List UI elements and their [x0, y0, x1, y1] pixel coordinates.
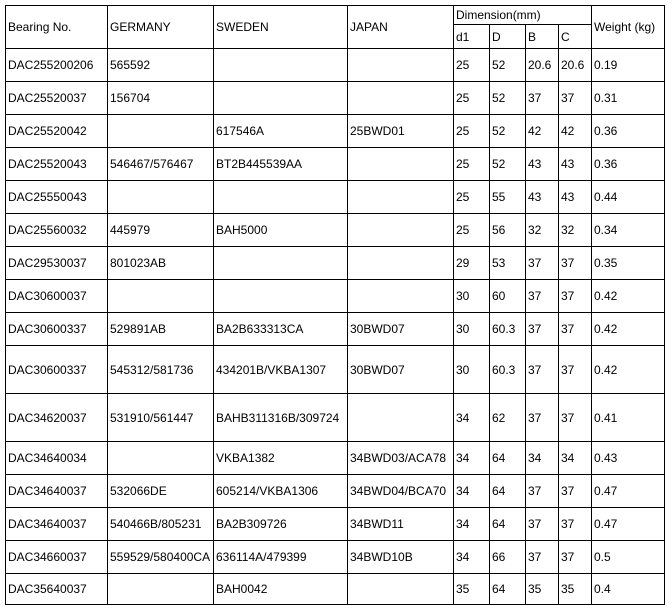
dim-B-cell: 34	[526, 442, 559, 475]
bearing-table	[5, 5, 665, 605]
bearing-no-cell: DAC34620037	[6, 394, 108, 442]
bearing-no-cell: DAC35640037	[6, 574, 108, 605]
germany-ref-cell: 565592	[108, 49, 214, 82]
germany-ref-cell: 445979	[108, 214, 214, 247]
sweden-ref-cell	[214, 82, 348, 115]
header-row	[6, 6, 665, 25]
dim-d1-cell: 25	[454, 82, 490, 115]
germany-ref-cell	[108, 115, 214, 148]
dim-C-cell: 35	[559, 574, 592, 605]
table-row	[6, 148, 665, 181]
germany-ref-cell	[108, 280, 214, 313]
table-row	[6, 247, 665, 280]
sweden-ref-cell: BAH0042	[214, 574, 348, 605]
dim-C-cell: 37	[559, 280, 592, 313]
dim-d1-cell: 25	[454, 181, 490, 214]
dim-d1-cell: 25	[454, 214, 490, 247]
weight-cell: 0.34	[592, 214, 665, 247]
weight-cell: 0.4	[592, 574, 665, 605]
dim-d1-cell: 30	[454, 346, 490, 394]
dim-B-cell: 37	[526, 247, 559, 280]
table-row	[6, 82, 665, 115]
sweden-ref-cell: 605214/VKBA1306	[214, 475, 348, 508]
dim-B-cell: 32	[526, 214, 559, 247]
dim-D-cell: 64	[490, 475, 526, 508]
germany-ref-cell: 546467/576467	[108, 148, 214, 181]
sweden-ref-cell: VKBA1382	[214, 442, 348, 475]
table-row	[6, 280, 665, 313]
dim-C-cell: 32	[559, 214, 592, 247]
dim-d1-cell: 34	[454, 475, 490, 508]
table-row	[6, 574, 665, 605]
dim-B-cell: 37	[526, 313, 559, 346]
table-row	[6, 394, 665, 442]
germany-ref-cell	[108, 442, 214, 475]
sweden-ref-cell	[214, 49, 348, 82]
germany-ref-cell: 531910/561447	[108, 394, 214, 442]
header-dimension: Dimension(mm)	[454, 6, 592, 25]
japan-ref-cell	[348, 148, 454, 181]
dim-D-cell: 52	[490, 49, 526, 82]
sweden-ref-cell: BT2B445539AA	[214, 148, 348, 181]
sweden-ref-cell: 636114A/479399	[214, 541, 348, 574]
dim-d1-cell: 34	[454, 394, 490, 442]
weight-cell: 0.31	[592, 82, 665, 115]
dim-D-cell: 64	[490, 442, 526, 475]
weight-cell: 0.47	[592, 475, 665, 508]
bearing-no-cell: DAC29530037	[6, 247, 108, 280]
dim-C-cell: 37	[559, 475, 592, 508]
bearing-no-cell: DAC25520037	[6, 82, 108, 115]
weight-cell: 0.36	[592, 115, 665, 148]
japan-ref-cell	[348, 181, 454, 214]
bearing-no-cell: DAC34640034	[6, 442, 108, 475]
dim-D-cell: 52	[490, 82, 526, 115]
germany-ref-cell: 532066DE	[108, 475, 214, 508]
dim-B-cell: 35	[526, 574, 559, 605]
dim-d1-cell: 25	[454, 148, 490, 181]
weight-cell: 0.47	[592, 508, 665, 541]
dim-C-cell: 43	[559, 148, 592, 181]
bearing-no-cell: DAC255200206	[6, 49, 108, 82]
dim-D-cell: 64	[490, 508, 526, 541]
japan-ref-cell	[348, 280, 454, 313]
bearing-no-cell: DAC34640037	[6, 508, 108, 541]
sweden-ref-cell: BAH5000	[214, 214, 348, 247]
japan-ref-cell: 34BWD04/BCA70	[348, 475, 454, 508]
japan-ref-cell: 34BWD03/ACA78	[348, 442, 454, 475]
dim-d1-cell: 30	[454, 280, 490, 313]
header-D: D	[490, 25, 526, 49]
weight-cell: 0.43	[592, 442, 665, 475]
japan-ref-cell	[348, 214, 454, 247]
sweden-ref-cell: 434201B/VKBA1307	[214, 346, 348, 394]
table-row	[6, 313, 665, 346]
dim-D-cell: 56	[490, 214, 526, 247]
weight-cell: 0.44	[592, 181, 665, 214]
dim-d1-cell: 34	[454, 541, 490, 574]
japan-ref-cell: 34BWD11	[348, 508, 454, 541]
header-C: C	[559, 25, 592, 49]
dim-B-cell: 37	[526, 508, 559, 541]
sweden-ref-cell: BA2B633313CA	[214, 313, 348, 346]
dim-D-cell: 62	[490, 394, 526, 442]
header-d1: d1	[454, 25, 490, 49]
dim-d1-cell: 29	[454, 247, 490, 280]
sweden-ref-cell: 617546A	[214, 115, 348, 148]
dim-B-cell: 43	[526, 148, 559, 181]
japan-ref-cell	[348, 49, 454, 82]
table-row	[6, 346, 665, 394]
dim-B-cell: 20.6	[526, 49, 559, 82]
dim-d1-cell: 25	[454, 49, 490, 82]
dim-B-cell: 37	[526, 475, 559, 508]
dim-d1-cell: 30	[454, 313, 490, 346]
dim-C-cell: 37	[559, 82, 592, 115]
sweden-ref-cell: BA2B309726	[214, 508, 348, 541]
dim-B-cell: 37	[526, 280, 559, 313]
dim-C-cell: 42	[559, 115, 592, 148]
weight-cell: 0.36	[592, 148, 665, 181]
table-row	[6, 214, 665, 247]
dim-C-cell: 37	[559, 541, 592, 574]
table-row	[6, 181, 665, 214]
dim-C-cell: 34	[559, 442, 592, 475]
header-weight: Weight (kg)	[592, 6, 665, 49]
japan-ref-cell	[348, 394, 454, 442]
header-sweden: SWEDEN	[214, 6, 348, 49]
dim-D-cell: 66	[490, 541, 526, 574]
bearing-no-cell: DAC25520043	[6, 148, 108, 181]
header-B: B	[526, 25, 559, 49]
dim-D-cell: 53	[490, 247, 526, 280]
germany-ref-cell: 801023AB	[108, 247, 214, 280]
dim-D-cell: 55	[490, 181, 526, 214]
weight-cell: 0.42	[592, 313, 665, 346]
bearing-no-cell: DAC30600037	[6, 280, 108, 313]
weight-cell: 0.5	[592, 541, 665, 574]
weight-cell: 0.41	[592, 394, 665, 442]
header-japan: JAPAN	[348, 6, 454, 49]
dim-D-cell: 52	[490, 148, 526, 181]
dim-B-cell: 43	[526, 181, 559, 214]
germany-ref-cell	[108, 574, 214, 605]
dim-C-cell: 37	[559, 508, 592, 541]
dim-C-cell: 43	[559, 181, 592, 214]
bearing-no-cell: DAC30600337	[6, 346, 108, 394]
dim-D-cell: 60.3	[490, 313, 526, 346]
dim-d1-cell: 34	[454, 508, 490, 541]
dim-C-cell: 37	[559, 346, 592, 394]
bearing-no-cell: DAC34640037	[6, 475, 108, 508]
sweden-ref-cell	[214, 247, 348, 280]
weight-cell: 0.42	[592, 346, 665, 394]
dim-D-cell: 64	[490, 574, 526, 605]
dim-C-cell: 37	[559, 313, 592, 346]
japan-ref-cell	[348, 574, 454, 605]
weight-cell: 0.35	[592, 247, 665, 280]
dim-d1-cell: 34	[454, 442, 490, 475]
japan-ref-cell	[348, 247, 454, 280]
dim-D-cell: 60.3	[490, 346, 526, 394]
dim-d1-cell: 35	[454, 574, 490, 605]
bearing-no-cell: DAC25520042	[6, 115, 108, 148]
dim-D-cell: 60	[490, 280, 526, 313]
bearing-no-cell: DAC25550043	[6, 181, 108, 214]
japan-ref-cell	[348, 82, 454, 115]
header-germany: GERMANY	[108, 6, 214, 49]
germany-ref-cell: 529891AB	[108, 313, 214, 346]
weight-cell: 0.19	[592, 49, 665, 82]
table-row	[6, 442, 665, 475]
dim-C-cell: 20.6	[559, 49, 592, 82]
sweden-ref-cell: BAHB311316B/309724	[214, 394, 348, 442]
header-bearing-no: Bearing No.	[6, 6, 108, 49]
dim-C-cell: 37	[559, 247, 592, 280]
bearing-no-cell: DAC30600337	[6, 313, 108, 346]
dim-B-cell: 37	[526, 541, 559, 574]
dim-B-cell: 37	[526, 346, 559, 394]
sweden-ref-cell	[214, 181, 348, 214]
dim-d1-cell: 25	[454, 115, 490, 148]
sweden-ref-cell	[214, 280, 348, 313]
germany-ref-cell	[108, 181, 214, 214]
germany-ref-cell: 156704	[108, 82, 214, 115]
dim-B-cell: 37	[526, 394, 559, 442]
japan-ref-cell: 30BWD07	[348, 346, 454, 394]
germany-ref-cell: 559529/580400CA	[108, 541, 214, 574]
germany-ref-cell: 540466B/805231	[108, 508, 214, 541]
dim-B-cell: 42	[526, 115, 559, 148]
table-row	[6, 115, 665, 148]
dim-D-cell: 52	[490, 115, 526, 148]
table-row	[6, 541, 665, 574]
germany-ref-cell: 545312/581736	[108, 346, 214, 394]
weight-cell: 0.42	[592, 280, 665, 313]
table-row	[6, 508, 665, 541]
japan-ref-cell: 25BWD01	[348, 115, 454, 148]
table-row	[6, 475, 665, 508]
bearing-no-cell: DAC34660037	[6, 541, 108, 574]
dim-B-cell: 37	[526, 82, 559, 115]
bearing-no-cell: DAC25560032	[6, 214, 108, 247]
table-row	[6, 49, 665, 82]
dim-C-cell: 37	[559, 394, 592, 442]
japan-ref-cell: 34BWD10B	[348, 541, 454, 574]
japan-ref-cell: 30BWD07	[348, 313, 454, 346]
